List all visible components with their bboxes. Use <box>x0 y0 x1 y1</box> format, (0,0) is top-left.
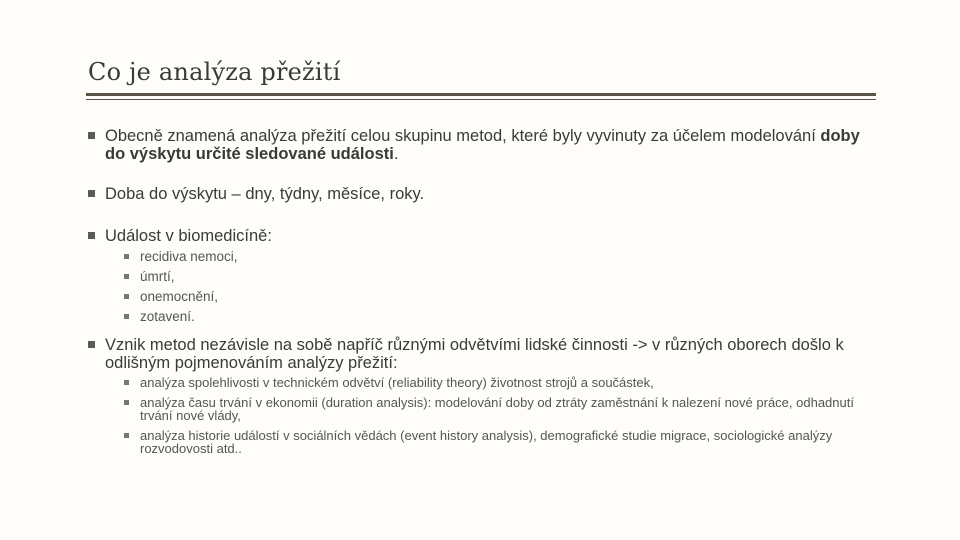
bullet-origin <box>88 336 868 372</box>
slide-content <box>88 127 868 456</box>
sub-bullet-origin-2 <box>88 396 868 423</box>
bullet-definition-end: . <box>393 145 399 163</box>
sub-bullet-event-2 <box>88 267 868 287</box>
sub-bullet-origin-3 <box>88 429 868 456</box>
square-bullet-icon <box>124 254 129 259</box>
sub-bullet-event-1 <box>88 247 868 267</box>
sub-bullet-text: analýza historie událostí v sociálních vědách (event history analysis), demografické studie migrace, sociologické analýzy rozvodovosti atd.. <box>140 427 833 456</box>
bullet-definition-text: Obecně znamená analýza přežití celou skupinu metod, které byly vyvinuty za účelem modelování <box>105 127 821 145</box>
bullet-origin-text: Vznik metod nezávisle na sobě napříč různými odvětvími lidské činnosti -> v různých oborech došlo k odlišným pojmenováním analýzy přežití: <box>105 336 844 372</box>
square-bullet-icon <box>124 433 129 438</box>
slide-title: Co je analýza přežití <box>88 58 341 86</box>
bullet-event <box>88 227 868 245</box>
square-bullet-icon <box>124 380 129 385</box>
sub-bullet-event-3 <box>88 287 868 307</box>
bullet-definition <box>88 127 868 163</box>
title-rule-thin <box>86 99 876 100</box>
sub-bullet-text: recidiva nemoci, <box>140 249 238 264</box>
square-bullet-icon <box>124 294 129 299</box>
square-bullet-icon <box>124 400 129 405</box>
title-rule-thick <box>86 93 876 96</box>
square-bullet-icon <box>124 314 129 319</box>
sub-bullet-text: analýza spolehlivosti v technickém odvětví (reliability theory) životnost strojů a součástek, <box>140 375 654 390</box>
sub-bullet-text: zotavení. <box>140 309 195 324</box>
bullet-duration <box>88 185 868 203</box>
square-bullet-icon <box>124 274 129 279</box>
square-bullet-icon <box>88 132 95 139</box>
square-bullet-icon <box>88 232 95 239</box>
sub-bullet-origin-1 <box>88 376 868 390</box>
square-bullet-icon <box>88 341 95 348</box>
sub-bullet-text: onemocnění, <box>140 289 219 304</box>
bullet-event-text: Událost v biomedicíně: <box>105 227 272 245</box>
square-bullet-icon <box>88 190 95 197</box>
bullet-duration-text: Doba do výskytu – dny, týdny, měsíce, roky. <box>105 185 425 203</box>
sub-bullet-text: analýza času trvání v ekonomii (duration analysis): modelování doby od ztráty zaměstnání k nalezení nové práce, odhadnutí trvání nové vlády, <box>140 394 854 423</box>
sub-bullet-event-4 <box>88 307 868 327</box>
bullet-definition-bold: doby do výskytu určité sledované události <box>105 127 860 163</box>
sub-bullet-text: úmrtí, <box>140 269 175 284</box>
